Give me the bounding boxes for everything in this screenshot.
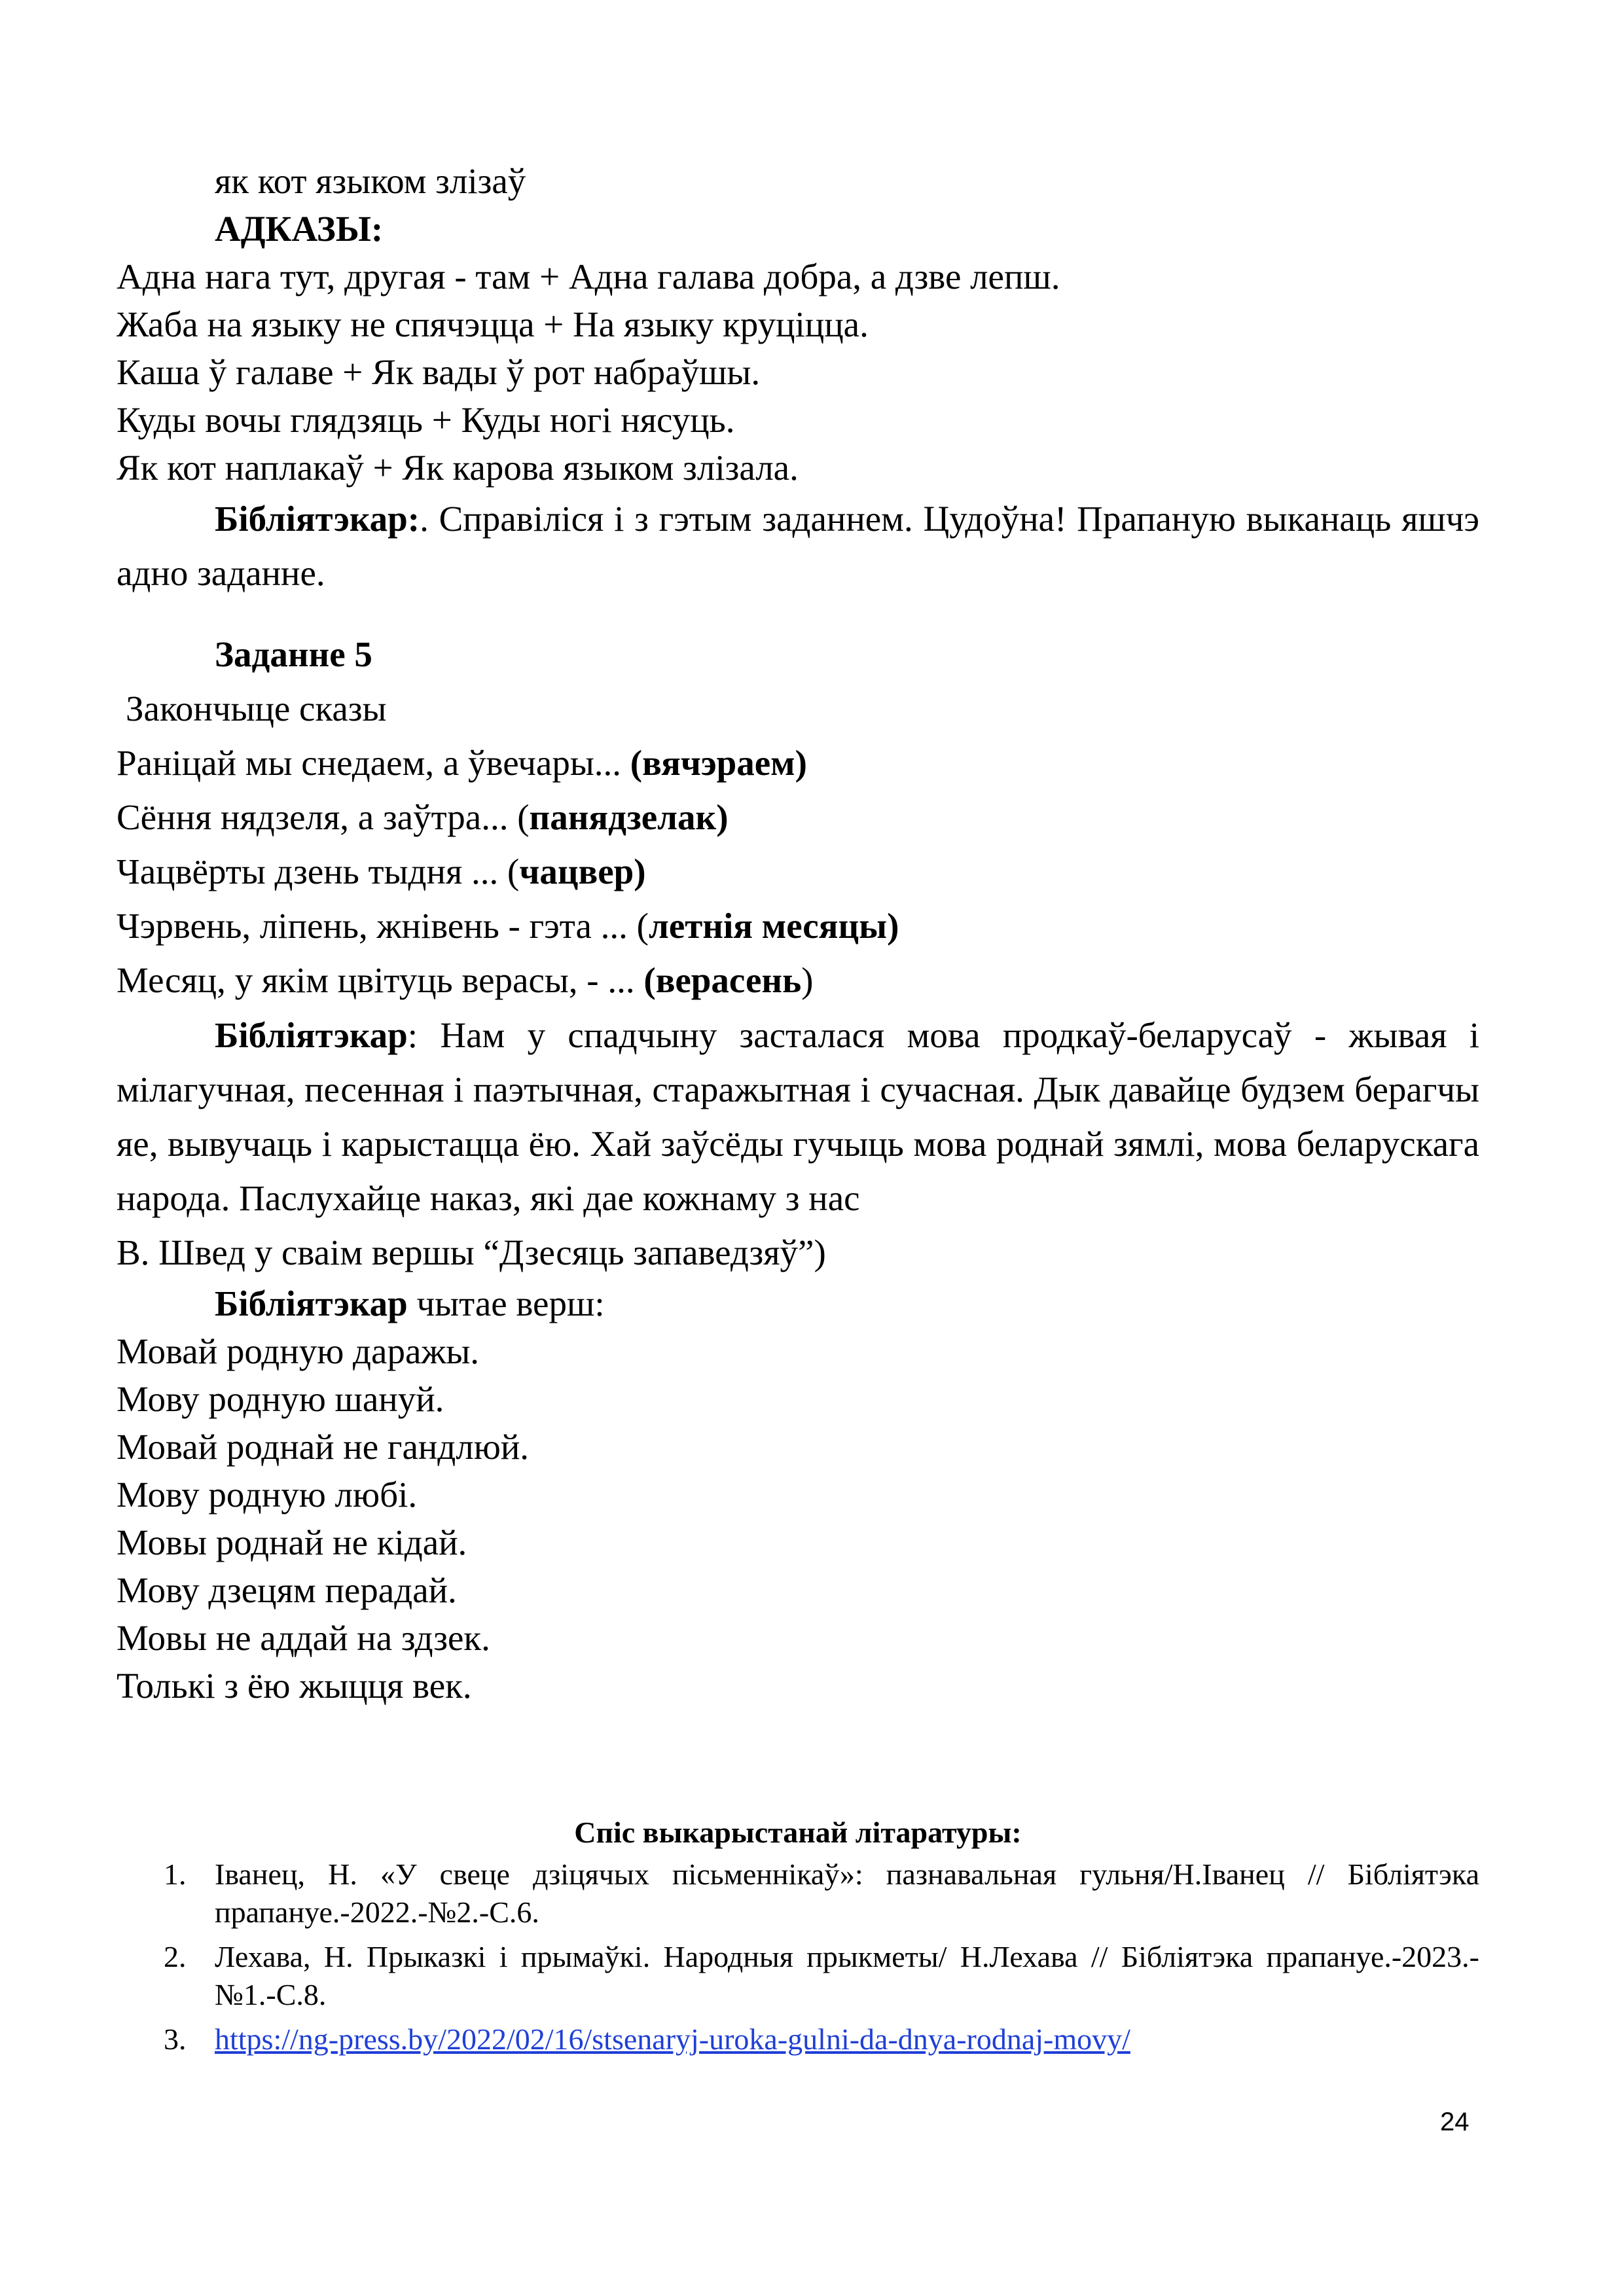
poem-line: Мовай родную даражы. (117, 1331, 480, 1371)
task5-instruction: Закончыце сказы (126, 689, 387, 728)
text-line: як кот языком злізаў (215, 161, 526, 201)
item-text: Сёння нядзеля, а заўтра... ( (117, 797, 530, 837)
reference-item (117, 1938, 1479, 2014)
poem-line: Мовы роднай не кідай. (117, 1522, 467, 1562)
task5-item (117, 790, 1479, 844)
answer-line: Адна нага тут, другая - там + Адна галава добра, а дзве лепш. (117, 257, 1060, 296)
librarian-paragraph-1 (117, 492, 1479, 600)
poem-line: Толькі з ёю жыцця век. (117, 1666, 472, 1706)
task5-item (117, 899, 1479, 953)
librarian-paragraph-3 (117, 1280, 1479, 1327)
poem-line: Мовы не аддай на здзек. (117, 1618, 490, 1658)
item-answer: панядзелак) (529, 797, 729, 837)
librarian-text: . Справіліся і з гэтым заданнем. Цудоўна! Прапаную выканаць яшчэ адно заданне. (117, 499, 1479, 593)
poem-line: Мову родную любі. (117, 1475, 418, 1515)
answer-line: Куды вочы глядзяць + Куды ногі нясуць. (117, 400, 735, 440)
item-text-end: ) (801, 960, 814, 1000)
librarian-label: Бібліятэкар (215, 1283, 408, 1323)
reference-number: 1. (164, 1857, 187, 1891)
item-answer: (вячэраем) (630, 743, 807, 783)
task5-heading: Заданне 5 (215, 634, 372, 674)
answer-line: Каша ў галаве + Як вады ў рот набраўшы. (117, 352, 761, 392)
item-text: Чацвёрты дзень тыдня ... ( (117, 852, 520, 891)
author-line: В. Швед у сваім вершы “Дзесяць запаведзяў”) (117, 1232, 826, 1272)
item-text: Чэрвень, ліпень, жнівень - гэта ... ( (117, 906, 649, 946)
answer-line: Як кот наплакаў + Як карова языком злізала. (117, 448, 799, 488)
item-answer: (верасень (643, 960, 802, 1000)
task5-item (117, 736, 1479, 790)
reference-text: Іванец, Н. «У свеце дзіцячых пісьменнікаў»: пазнавальная гульня/Н.Іванец // Бібліятэка прапануе.-2022.-№2.-С.6. (215, 1857, 1479, 1929)
reference-number: 3. (164, 2022, 187, 2056)
reference-link[interactable]: https://ng-press.by/2022/02/16/stsenaryj-uroka-gulni-da-dnya-rodnaj-movy/ (215, 2022, 1130, 2056)
answers-heading: АДКАЗЫ: (215, 209, 384, 249)
task5-block (117, 627, 1479, 1007)
references-list (117, 1856, 1479, 2065)
item-answer: летнія месяцы) (648, 906, 899, 946)
poem-line: Мову родную шануй. (117, 1379, 444, 1419)
reference-item (117, 1856, 1479, 1931)
librarian-label: Бібліятэкар: (215, 499, 420, 539)
answers-block (117, 157, 1479, 600)
reference-item (117, 2020, 1479, 2058)
librarian-paragraph-2 (117, 1008, 1479, 1225)
librarian-label: Бібліятэкар (215, 1015, 408, 1055)
page-number: 24 (1440, 2108, 1470, 2136)
task5-item (117, 844, 1479, 899)
item-answer: чацвер) (519, 852, 646, 891)
poem-line: Мовай роднай не гандлюй. (117, 1427, 530, 1467)
answer-line: Жаба на языку не спячэцца + На языку круціцца. (117, 304, 869, 344)
librarian-text: чытае верш: (407, 1283, 605, 1323)
reference-number: 2. (164, 1940, 187, 1973)
librarian-text: : Нам у спадчыну засталася мова продкаў-беларусаў - жывая і мілагучная, песенная і паэтычная, старажытная і сучасная. Дык давайце будзем берагчы яе, вывучаць і карыстацца ёю. Хай заўсёды гучыць мова роднай зямлі, мова беларускага народа. Паслухайце наказ, які дае кожнаму з нас (117, 1015, 1479, 1218)
closing-block (117, 1008, 1479, 1710)
item-text: Месяц, у якім цвітуць верасы, - ... (117, 960, 644, 1000)
references-title: Спіс выкарыстанай літаратуры: (574, 1816, 1022, 1849)
task5-item (117, 953, 1479, 1007)
item-text: Раніцай мы снедаем, а ўвечары... (117, 743, 630, 783)
reference-text: Лехава, Н. Прыказкі і прымаўкі. Народныя прыкметы/ Н.Лехава // Бібліятэка прапануе.-2023.-№1.-С.8. (215, 1940, 1479, 2011)
poem-line: Мову дзецям перадай. (117, 1570, 457, 1610)
